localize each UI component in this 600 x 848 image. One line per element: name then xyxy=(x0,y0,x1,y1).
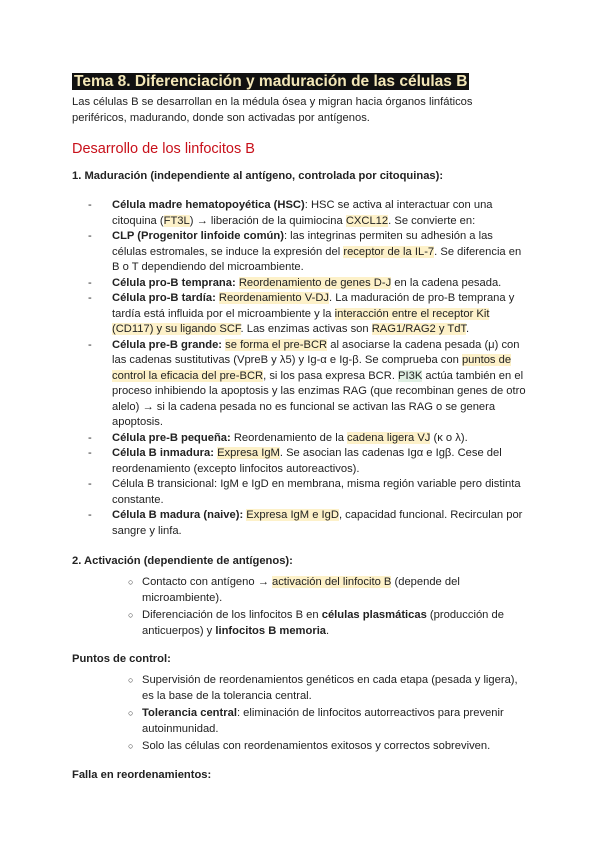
circle-marker: ○ xyxy=(128,577,134,587)
text: . Se convierte en: xyxy=(388,214,476,227)
dash-marker: - xyxy=(88,292,92,304)
list-item-prob-tardia xyxy=(72,291,528,338)
list-item-preb-grande xyxy=(72,338,528,431)
text: (producción de anticuerpos) y xyxy=(142,609,504,637)
text: : HSC se activa al interactuar con una citoquina ( xyxy=(112,199,493,227)
dash-marker: - xyxy=(88,230,92,242)
list-item-transicional xyxy=(72,477,528,508)
text: . Las enzimas activas son xyxy=(240,323,372,335)
text: . xyxy=(466,323,470,335)
text: en la cadena pesada. xyxy=(391,276,502,289)
list-item-preb-pequena xyxy=(72,431,528,447)
text: Contacto con antígeno → xyxy=(142,576,272,588)
highlight-igm: Expresa IgM xyxy=(217,447,280,459)
term-prob-tardia: Célula pro-B tardía: xyxy=(112,292,216,304)
text: . Se asocian las cadenas Igα e Igβ. Cese del reordenamiento (excepto linfocitos autoreactivos). xyxy=(112,447,502,475)
highlight-pi3k: PI3K xyxy=(398,369,423,382)
title-block xyxy=(72,72,528,92)
circle-marker: ○ xyxy=(128,741,134,751)
text: (depende del microambiente). xyxy=(142,576,460,604)
circle-marker: ○ xyxy=(128,610,134,620)
text: : eliminación de linfocitos autorreactivos para prevenir autoinmunidad. xyxy=(142,707,504,735)
list-item-sobreviven xyxy=(72,739,528,755)
text: . Se diferencia en B o T dependiendo del microambiente. xyxy=(112,245,522,273)
dash-marker: - xyxy=(88,478,92,490)
term-preb-pequena: Célula pre-B pequeña: xyxy=(112,431,231,444)
highlight-ft3l: FT3L xyxy=(163,214,190,227)
text: , si los pasa expresa BCR. xyxy=(263,369,399,382)
dash-marker: - xyxy=(88,199,92,211)
text: . xyxy=(326,624,330,637)
list-item-hsc xyxy=(72,198,528,229)
circle-marker: ○ xyxy=(128,675,134,685)
highlight-cxcl12: CXCL12 xyxy=(345,214,389,227)
text: : las integrinas permiten su adhesión a las células estromales, se induce la expresión del xyxy=(112,230,493,258)
activacion-list xyxy=(72,575,528,639)
bold-plasmaticas: células plasmáticas xyxy=(321,609,427,621)
term-hsc: Célula madre hematopoyética (HSC) xyxy=(112,199,305,211)
maduracion-list xyxy=(72,198,528,539)
dash-marker: - xyxy=(88,338,92,351)
highlight-igm-igd: Expresa IgM e IgD xyxy=(246,509,339,521)
list-item-clp xyxy=(72,229,528,276)
section-title: Desarrollo de los linfocitos B xyxy=(72,141,255,157)
text: Solo las células con reordenamientos exitosos y correctos sobreviven. xyxy=(142,740,491,752)
page-title: Tema 8. Diferenciación y maduración de las células B xyxy=(74,73,468,90)
intro-paragraph: Las células B se desarrollan en la médula ósea y migran hacia órganos linfáticos periféricos, madurando, donde son activadas por antígenos. xyxy=(72,96,473,124)
highlight-control: puntos de control la eficacia del pre-BCR xyxy=(112,354,512,382)
text: Célula B transicional: IgM e IgD en membrana, misma región variable pero distinta constante. xyxy=(112,478,521,506)
list-item-prob-temprana xyxy=(72,276,528,292)
text: Supervisión de reordenamientos genéticos en cada etapa (pesada y ligera), es la base de la tolerancia central. xyxy=(142,674,518,702)
dash-marker: - xyxy=(88,276,92,289)
dash-marker: - xyxy=(88,509,92,521)
highlight-dj: Reordenamiento de genes D-J xyxy=(238,276,392,289)
term-preb-grande: Célula pre-B grande: xyxy=(112,338,223,351)
control-list xyxy=(72,673,528,755)
highlight-rag: RAG1/RAG2 y TdT xyxy=(371,323,467,335)
text: al asociarse la cadena pesada (μ) con las cadenas sustitutivas (VpreB y λ5) y Ig-α e Ig-β. Se comprueba con xyxy=(112,338,520,366)
text: ) → liberación de la quimiocina xyxy=(189,214,346,227)
bold-memoria: linfocitos B memoria xyxy=(215,624,327,637)
text: (κ o λ). xyxy=(430,431,468,444)
dash-marker: - xyxy=(88,431,92,444)
text: . La maduración de pro-B temprana y tardía está influida por el microambiente y la xyxy=(112,292,515,320)
highlight-kit: interacción entre el receptor Kit (CD117) y su ligando SCF xyxy=(112,307,490,335)
control-heading: Puntos de control: xyxy=(72,653,171,665)
bold-tolerancia: Tolerancia central xyxy=(142,707,237,719)
text: actúa también en el proceso inhibiendo la apoptosis y las enzimas RAG (que recombinan genes de otro alelo) → si la cadena pesada no es funcional se activan las RAG o se genera apoptosis. xyxy=(112,369,526,428)
circle-marker: ○ xyxy=(128,708,134,718)
highlight-prebcr: se forma el pre-BCR xyxy=(225,338,328,351)
highlight-activacion: activación del linfocito B xyxy=(271,576,392,588)
highlight-vdj: Reordenamiento V-DJ xyxy=(218,292,329,304)
text: Reordenamiento de la xyxy=(230,431,348,444)
dash-marker: - xyxy=(88,447,92,459)
falla-heading: Falla en reordenamientos: xyxy=(72,768,212,781)
list-item-tolerancia xyxy=(72,706,528,737)
text: Diferenciación de los linfocitos B en xyxy=(142,609,322,621)
maduracion-heading: 1. Maduración (independiente al antígeno, controlada por citoquinas): xyxy=(72,170,444,182)
term-prob-temprana: Célula pro-B temprana: xyxy=(112,276,236,289)
term-madura: Célula B madura (naive): xyxy=(112,509,244,521)
text: , capacidad funcional. Recirculan por sangre y linfa. xyxy=(112,509,523,537)
list-item-madura xyxy=(72,508,528,539)
activacion-heading: 2. Activación (dependiente de antígenos): xyxy=(72,555,293,567)
list-item-inmadura xyxy=(72,446,528,477)
list-item-contacto xyxy=(72,575,528,606)
term-inmadura: Célula B inmadura: xyxy=(112,447,214,459)
list-item-supervision xyxy=(72,673,528,704)
highlight-il7: receptor de la IL-7 xyxy=(343,245,435,258)
highlight-vj: cadena ligera VJ xyxy=(347,431,431,444)
term-clp: CLP (Progenitor linfoide común) xyxy=(112,230,284,242)
list-item-diferenciacion xyxy=(72,608,528,639)
